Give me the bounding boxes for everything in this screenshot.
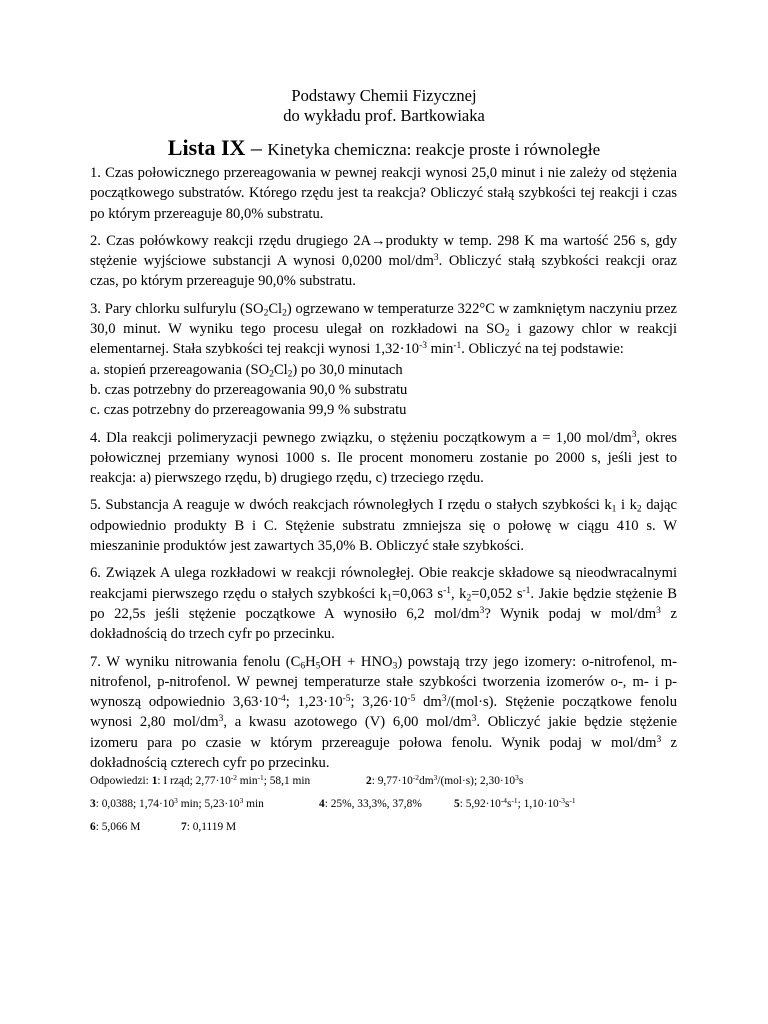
answer-4: 4: 25%, 33,3%, 37,8% [319,798,422,810]
problem-2: 2. Czas połówkowy reakcji rzędu drugiego 2A→produkty w temp. 298 K ma wartość 256 s, gdy stężenie wyjściowe substancji A wynosi 0,0200 mol/$dm^3$. Obliczyć stałą szybkości reakcji oraz czas, po którym przereaguje 90,0% substratu. [90,232,677,290]
answer-5: 5: $5,92\cdot 10^{-4}s^{-1}$; $1,10\cdot 10^{-3}s^{-1}$ [454,795,576,810]
answer-3: 3: 0,0388; $1,74\cdot 10^3$ min; $5,23\cdot 10^3$ min [90,795,264,810]
problem-3-item-c: c. czas potrzebny do przereagowania 99,9 % substratu [90,402,407,419]
answer-7: 7: 0,1119 M [181,821,237,833]
problem-6: 6. Związek A ulega rozkładowi w reakcji równoległej. Obie reakcje składowe są nieodwracalnymi reakcjami pierwszego rzędu o stałych szybkości $k_1=0,063$ $s^{-1}$, $k_2=0,052$ $s^{-1}$. Jakie będzie stężenie B po 22,5s jeśli stężenie początkowe A wynosiło 6,2 mol/$dm^3$? Wynik podaj w mol/$dm^3$ z dokładnością do trzech cyfr po przecinku. [90,565,677,643]
problem-3: 3. Pary chlorku sulfurylu $(SO_2Cl_2)$ ogrzewano w temperaturze 322°C w zamkniętym naczyniu przez 30,0 minut. W wyniku tego procesu ulegał on rozkładowi na $SO_2$ i gazowy chlor w reakcji elementarnej. Stała szybkości tej reakcji wynosi $1,32\cdot 10^{-3}$ $\min^{-1}$. Obliczyć na tej podstawie: [90,300,677,358]
list-number: Lista IX [167,135,246,160]
problem-4: 4. Dla reakcji polimeryzacji pewnego związku, o stężeniu początkowym a = 1,00 mol/$dm^3$, okres połowicznej przemiany wynosi 1000 s. Ile procent monomeru zostanie po 2000 s, jeśli jest to reakcja: a) pierwszego rzędu, b) drugiego rzędu, c) trzeciego rzędu. [90,429,677,487]
answer-6: 6: 5,066 M [90,821,141,833]
list-topic: Kinetyka chemiczna: reakcje proste i równoległe [267,140,601,159]
answers-section [90,770,690,839]
course-subtitle: do wykładu prof. Bartkowiaka [283,106,485,125]
answers-row-3 [90,816,690,839]
answers-row-1 [90,770,690,793]
course-title: Podstawy Chemii Fizycznej [291,86,477,105]
problem-3-item-b: b. czas potrzebny do przereagowania 90,0 % substratu [90,381,408,398]
problem-7: 7. W wyniku nitrowania fenolu $(C_6H_5OH + HNO_3)$ powstają trzy jego izomery: o-nitrofenol, m-nitrofenol, p-nitrofenol. W pewnej temperaturze stałe szybkości tworzenia izomerów o-, m- i p- wynoszą odpowiednio $3,63\cdot 10^{-4}$; $1,23\cdot 10^{-5}$; $3,26\cdot 10^{-5}$ $dm^3/(mol\cdot s)$. Stężenie początkowe fenolu wynosi 2,80 mol/$dm^3$, a kwasu azotowego (V) 6,00 mol/$dm^3$. Obliczyć jakie będzie stężenie izomeru para po czasie w którym przereaguje połowa fenolu. Wynik podaj w mol/$dm^3$ z dokładnością czterech cyfr po przecinku. [90,653,677,772]
list-title [0,134,768,165]
problems-section [90,163,677,773]
answer-1: Odpowiedzi: 1: I rząd; $2,77\cdot 10^{-2}$ $\min^{-1}$; 58,1 min [90,772,311,787]
answers-row-2 [90,793,690,816]
title-dash: – [245,135,268,160]
problem-1: 1. Czas połowicznego przereagowania w pewnej reakcji wynosi 25,0 minut i nie zależy od stężenia początkowego substratów. Którego rzędu jest ta reakcja? Obliczyć stałą szybkości tej reakcji i czas po którym przereaguje 80,0% substratu. [90,165,677,222]
answer-2: 2: $9,77\cdot 10^{-2}dm^3/(mol\cdot s)$; $2,30\cdot 10^3s$ [366,772,524,787]
problem-3-item-a: a. stopień przereagowania $(SO_2Cl_2)$ po 30,0 minutach [90,361,403,380]
problem-5: 5. Substancja A reaguje w dwóch reakcjach równoległych I rzędu o stałych szybkości $k_1$ i $k_2$ dając odpowiednio produkty B i C. Stężenie substratu zmniejsza się o połowę w ciągu 410 s. W mieszaninie produktów jest zawartych 35,0% B. Obliczyć stałe szybkości. [90,497,678,555]
